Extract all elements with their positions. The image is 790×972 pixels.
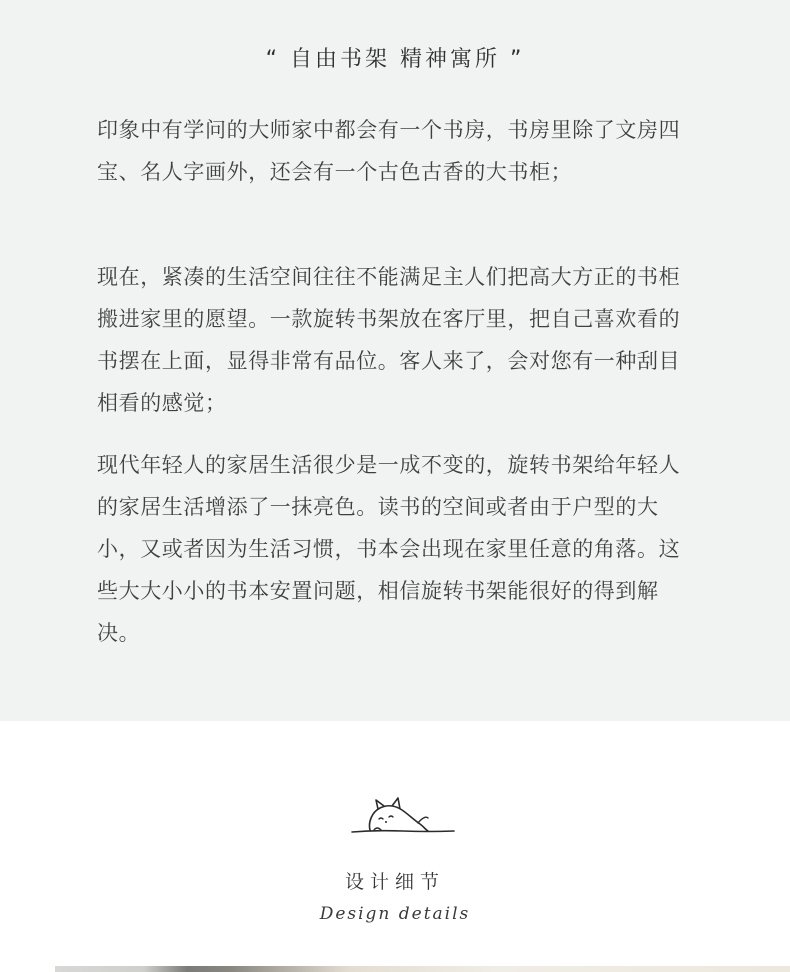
intro-heading: “ 自由书架 精神寓所 ” (265, 47, 525, 72)
design-details-title-en: Design details (319, 904, 471, 924)
design-details-title-cn: 设计细节 (344, 871, 445, 893)
product-photo-strip (55, 966, 790, 972)
intro-paragraph-1: 印象中有学问的大师家中都会有一个书房，书房里除了文房四宝、名人字画外，还会有一个古色古香的大书柜； (97, 118, 681, 184)
intro-paragraph-3: 现代年轻人的家居生活很少是一成不变的，旋转书架给年轻人的家居生活增添了一抹亮色。读书的空间或者由于户型的大小，又或者因为生活习惯，书本会出现在家里任意的角落。这些大大小小的书本安置问题，相信旋转书架能很好的得到解决。 (97, 453, 681, 645)
intro-paragraph-2: 现在，紧凑的生活空间往往不能满足主人们把高大方正的书柜搬进家里的愿望。一款旋转书架放在客厅里，把自己喜欢看的书摆在上面，显得非常有品位。客人来了，会对您有一种刮目相看的感觉； (97, 265, 681, 415)
sleeping-cat-icon (348, 792, 458, 840)
